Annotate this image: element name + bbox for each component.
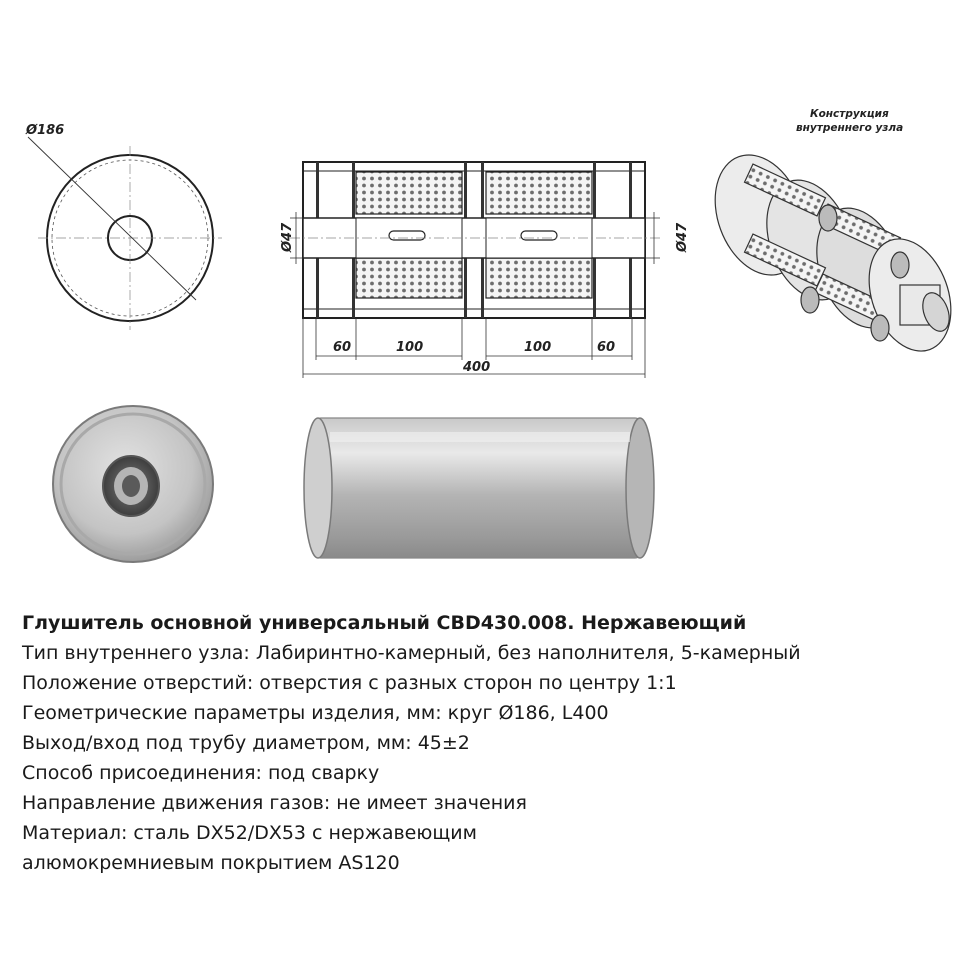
dim-60-left: 60: [333, 340, 352, 355]
spec-line-geometry: Геометрические параметры изделия, мм: круг Ø186, L400: [22, 702, 609, 724]
inner-diameter-right: Ø47: [675, 222, 690, 252]
inner-diameter-left: Ø47: [280, 222, 295, 252]
dim-100-right: 100: [524, 340, 552, 355]
spec-line-gas-flow: Направление движения газов: не имеет значения: [22, 792, 527, 814]
cylinder-body-photo: [304, 418, 654, 558]
spec-line-material: Материал: сталь DX52/DX53 с нержавеющим: [22, 822, 477, 844]
specs-block: [22, 608, 952, 878]
dim-total: 400: [463, 360, 491, 375]
spec-line-connection: Способ присоединения: под сварку: [22, 762, 380, 784]
product-title: Глушитель основной универсальный CBD430.008. Нержавеющий: [22, 612, 747, 634]
construction-caption-line1: Конструкция: [810, 108, 889, 120]
construction-caption-line2: внутреннего узла: [796, 122, 904, 134]
section-drawing: [280, 162, 690, 378]
dim-60-right: 60: [597, 340, 616, 355]
spec-line-material-cont: алюмокремниевым покрытием AS120: [22, 852, 400, 874]
internal-construction-illustration: [699, 108, 965, 362]
spec-line-pipe: Выход/вход под трубу диаметром, мм: 45±2: [22, 732, 470, 754]
front-view: [25, 123, 222, 330]
spec-line-holes: Положение отверстий: отверстия с разных сторон по центру 1:1: [22, 672, 677, 694]
dim-100-left: 100: [396, 340, 424, 355]
end-cap-photo: [53, 406, 213, 562]
spec-line-type: Тип внутреннего узла: Лабиринтно-камерный, без наполнителя, 5-камерный: [22, 642, 801, 664]
diameter-label: Ø186: [26, 123, 65, 138]
